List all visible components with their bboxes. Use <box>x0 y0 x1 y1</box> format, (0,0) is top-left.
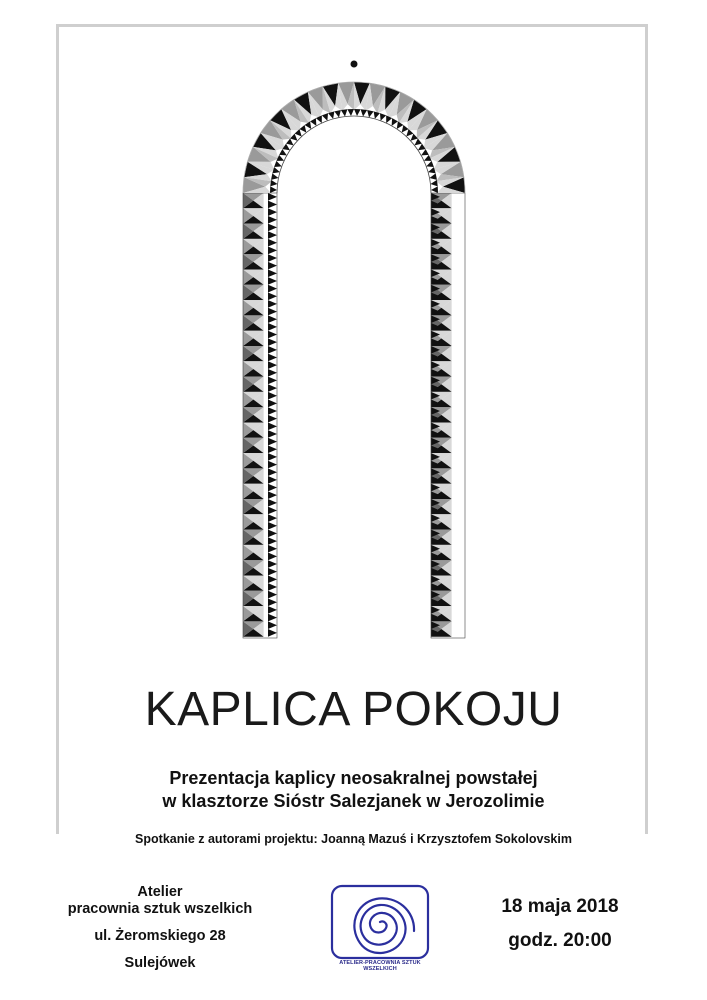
atelier-logo-spiral-icon <box>326 884 434 970</box>
venue-tagline: pracownia sztuk wszelkich <box>67 901 253 917</box>
venue-street: ul. Żeromskiego 28 <box>94 928 226 944</box>
venue-name: Atelier <box>137 884 183 900</box>
logo-text: ATELIER-PRACOWNIA SZTUK WSZELKICH <box>339 960 421 972</box>
subtitle-line-1: Prezentacja kaplicy neosakralnej powstałej <box>169 768 538 788</box>
poster-title: KAPLICA POKOJU <box>144 683 563 736</box>
venue-block <box>50 884 270 972</box>
meeting-info: Spotkanie z autorami projektu: Joanną Mazuś i Krzysztofem Sokolovskim <box>135 832 572 846</box>
event-date: 18 maja 2018 <box>501 896 619 917</box>
subtitle-line-2: w klasztorze Sióstr Salezjanek w Jerozolimie <box>162 791 545 811</box>
arch-top-dot <box>351 61 358 68</box>
event-time: godz. 20:00 <box>508 930 612 951</box>
venue-city: Sulejówek <box>124 955 196 971</box>
